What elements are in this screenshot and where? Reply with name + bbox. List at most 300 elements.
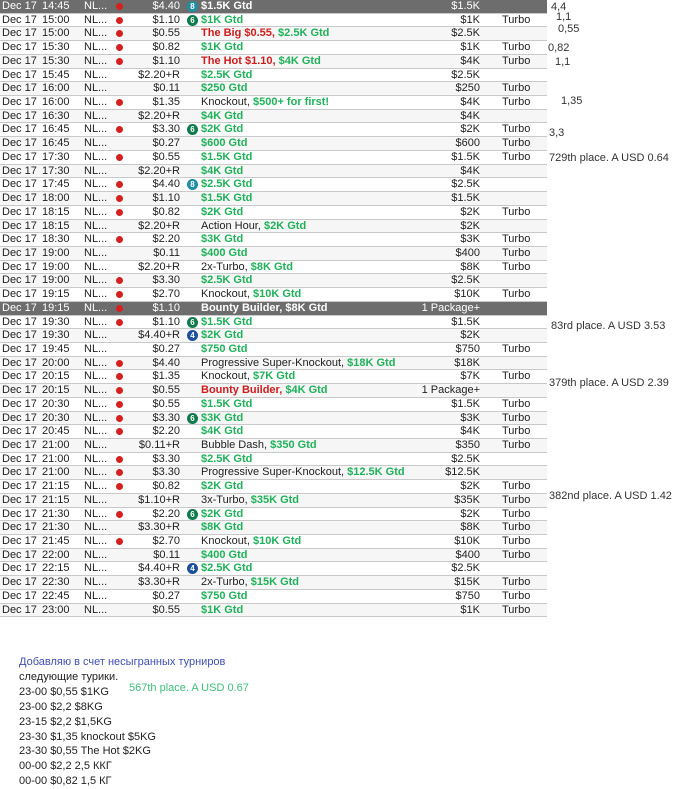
row-time: 19:30 [42,315,70,328]
registered-dot-icon [116,428,123,435]
tournament-row[interactable] [0,192,547,206]
tournament-row[interactable] [0,453,547,467]
row-name[interactable] [201,165,243,178]
name-guarantee: $1.5K Gtd [201,315,253,328]
row-name[interactable] [201,192,252,205]
row-date: Dec 17 [2,425,37,438]
name-guarantee: $2.5K Gtd [201,274,253,287]
name-text: Knockout, [201,288,250,301]
name-guarantee: $35K Gtd [250,493,300,506]
row-name[interactable] [201,576,299,589]
row-buyin: $0.11 [153,246,180,259]
row-game: NL... [84,356,108,369]
name-highlight: Bounty Builder, [201,384,283,397]
row-speed: Turbo [502,576,531,589]
row-buyin: $2.20+R [138,68,180,81]
row-name[interactable] [201,384,328,397]
registered-dot-icon [116,17,123,24]
row-buyin: $0.27 [152,342,180,355]
row-speed: Turbo [502,288,531,301]
row-buyin: $4.40+R [138,562,180,575]
row-date: Dec 17 [2,370,37,383]
row-buyin: $0.55 [152,603,180,616]
row-name[interactable] [201,357,395,370]
name-text: Knockout, [201,370,250,383]
name-guarantee: $4K Gtd [201,164,244,177]
tournament-row[interactable] [0,521,547,535]
row-name[interactable] [201,316,252,329]
row-game: NL... [84,562,108,575]
tournament-row[interactable] [0,466,547,480]
row-time: 15:30 [42,54,70,67]
side-note: 382nd place. A USD 1.42 [549,490,672,502]
tournament-row[interactable] [0,508,547,522]
registered-dot-icon [116,456,123,463]
name-guarantee: $10K Gtd [252,288,302,301]
row-prize: $4K [460,109,480,122]
row-game: NL... [84,301,108,314]
row-buyin: $3.30 [152,452,180,465]
row-date: Dec 17 [2,521,37,534]
tournament-row[interactable] [0,137,547,151]
side-note: 83rd place. A USD 3.53 [551,320,666,332]
row-prize: $4K [460,96,480,109]
row-buyin: $3.30+R [138,576,180,589]
row-game: NL... [84,589,108,602]
row-name[interactable] [201,508,243,521]
row-name[interactable] [201,233,243,246]
row-prize: $1K [460,41,480,54]
name-text: Knockout, [201,96,250,109]
row-speed: Turbo [502,507,531,520]
row-buyin: $1.10 [152,54,180,67]
side-note: 379th place. A USD 2.39 [549,377,669,389]
row-date: Dec 17 [2,219,37,232]
tournament-row[interactable] [0,535,547,549]
row-speed: Turbo [502,13,531,26]
table-size-badge-icon: 6 [187,509,198,520]
registered-dot-icon [116,373,123,380]
row-name[interactable] [201,343,247,356]
row-date: Dec 17 [2,342,37,355]
row-time: 15:00 [42,13,70,26]
row-time: 14:45 [42,0,70,12]
tournament-row[interactable] [0,110,547,124]
row-prize: $18K [454,356,480,369]
registered-dot-icon [116,44,123,51]
registered-dot-icon [116,319,123,326]
registered-dot-icon [116,415,123,422]
name-guarantee: $2K Gtd [201,329,244,342]
tournament-row[interactable] [0,494,547,508]
name-text: Bounty Builder, $8K Gtd [201,301,328,314]
row-name[interactable] [201,521,243,534]
row-game: NL... [84,68,108,81]
row-date: Dec 17 [2,411,37,424]
row-prize: $2K [460,205,480,218]
side-note: 1,1 [555,56,571,68]
table-size-badge-icon: 6 [187,317,198,328]
row-buyin: $0.55 [152,27,180,40]
row-buyin: $0.82 [152,480,180,493]
row-buyin: $2.20 [152,233,180,246]
bottom-item: 23-00 $2,2 $8KG [19,700,103,713]
row-buyin: $0.55 [152,150,180,163]
row-time: 21:00 [42,466,70,479]
row-speed: Turbo [502,397,531,410]
row-game: NL... [84,27,108,40]
registered-dot-icon [116,3,123,10]
row-prize: $10K [454,288,480,301]
name-guarantee: $500+ for first! [252,96,330,109]
name-guarantee: $4K Gtd [285,384,328,397]
row-prize: $400 [455,246,480,259]
row-buyin: $0.27 [152,137,180,150]
row-speed: Turbo [502,411,531,424]
tournament-row[interactable] [0,412,547,426]
row-date: Dec 17 [2,288,37,301]
row-date: Dec 17 [2,205,37,218]
row-buyin: $2.20 [152,507,180,520]
row-prize: $1K [460,13,480,26]
row-game: NL... [84,411,108,424]
registered-dot-icon [116,511,123,518]
row-prize: $2K [460,329,480,342]
row-date: Dec 17 [2,123,37,136]
row-game: NL... [84,150,108,163]
row-prize: $3K [460,411,480,424]
row-game: NL... [84,219,108,232]
row-date: Dec 17 [2,384,37,397]
name-guarantee: $2K Gtd [263,219,307,232]
tournament-row[interactable] [0,288,547,302]
row-prize: $1.5K [451,150,480,163]
row-prize: $2.5K [451,452,480,465]
row-prize: $10K [454,535,480,548]
tournament-row[interactable] [0,261,547,275]
row-speed: Turbo [502,246,531,259]
row-name[interactable] [201,247,247,260]
row-prize: $4K [460,54,480,67]
row-date: Dec 17 [2,54,37,67]
row-name[interactable] [201,453,252,466]
name-guarantee: $15K Gtd [250,576,300,589]
row-name[interactable] [201,549,247,562]
row-prize: $8K [460,521,480,534]
row-buyin: $4.40 [152,0,180,12]
row-date: Dec 17 [2,13,37,26]
row-name[interactable] [201,27,329,40]
row-speed: Turbo [502,342,531,355]
row-name[interactable] [201,412,243,425]
tournament-row[interactable] [0,480,547,494]
bottom-item: 23-30 $0,55 The Hot $2KG [19,745,151,758]
tournament-row[interactable] [0,549,547,563]
row-buyin: $4.40 [152,178,180,191]
tournament-row[interactable] [0,206,547,220]
tournament-row[interactable] [0,576,547,590]
row-name[interactable] [201,604,243,617]
bottom-item: 23-15 $2,2 $1,5KG [19,715,112,728]
registered-dot-icon [116,387,123,394]
row-name[interactable] [201,562,252,575]
row-buyin: $1.10 [152,315,180,328]
tournament-row[interactable] [0,96,547,110]
name-highlight: The Big $0.55, [201,27,275,40]
row-game: NL... [84,260,108,273]
name-guarantee: $12.5K Gtd [347,466,405,479]
row-date: Dec 17 [2,164,37,177]
row-game: NL... [84,507,108,520]
row-prize: $600 [455,137,480,150]
row-date: Dec 17 [2,576,37,589]
registered-dot-icon [116,360,123,367]
tournament-row[interactable] [0,302,547,316]
name-guarantee: $2.5K Gtd [201,452,253,465]
row-date: Dec 17 [2,96,37,109]
row-buyin: $1.10+R [138,493,180,506]
name-guarantee: $1.5K Gtd [201,0,253,12]
row-game: NL... [84,342,108,355]
row-name[interactable] [201,288,301,301]
row-buyin: $0.82 [152,205,180,218]
row-name[interactable] [201,261,293,274]
row-name[interactable] [201,220,306,233]
name-guarantee: $2K Gtd [201,205,244,218]
row-name[interactable] [201,535,301,548]
row-name[interactable] [201,466,405,479]
row-buyin: $1.35 [152,96,180,109]
row-prize: $4K [460,425,480,438]
row-name[interactable] [201,590,247,603]
tournament-row[interactable] [0,165,547,179]
tournament-row[interactable] [0,384,547,398]
row-time: 20:30 [42,397,70,410]
table-size-badge-icon: 8 [187,179,198,190]
row-time: 21:15 [42,480,70,493]
row-name[interactable] [201,178,252,191]
row-date: Dec 17 [2,329,37,342]
row-name[interactable] [201,69,252,82]
row-time: 22:00 [42,548,70,561]
bottom-item: 23-30 $1,35 knockout $5KG [19,730,156,743]
side-note: 3,3 [549,127,565,139]
registered-dot-icon [116,99,123,106]
row-name[interactable] [201,55,321,68]
row-name[interactable] [201,398,252,411]
row-buyin: $0.11 [153,548,180,561]
tournament-row[interactable] [0,590,547,604]
row-buyin: $0.55 [152,384,180,397]
name-guarantee: $8K Gtd [250,260,293,273]
row-date: Dec 17 [2,466,37,479]
row-buyin: $3.30 [152,123,180,136]
row-name[interactable] [201,82,247,95]
row-time: 21:15 [42,493,70,506]
row-date: Dec 17 [2,301,37,314]
row-game: NL... [84,54,108,67]
row-prize: $35K [454,493,480,506]
row-buyin: $1.10 [152,192,180,205]
row-time: 19:15 [42,301,70,314]
row-name[interactable] [201,480,243,493]
name-guarantee: $2K Gtd [201,507,244,520]
row-game: NL... [84,192,108,205]
row-date: Dec 17 [2,246,37,259]
row-time: 18:30 [42,233,70,246]
row-date: Dec 17 [2,356,37,369]
row-prize: $4K [460,164,480,177]
row-name[interactable] [201,110,243,123]
row-date: Dec 17 [2,82,37,95]
row-name[interactable] [201,494,299,507]
row-name[interactable] [201,14,243,27]
row-time: 15:45 [42,68,70,81]
tournament-row[interactable] [0,151,547,165]
row-game: NL... [84,466,108,479]
row-name[interactable] [201,137,247,150]
bottom-subheading: следующие турики. [19,670,119,683]
row-buyin: $2.20+R [138,260,180,273]
row-speed: Turbo [502,233,531,246]
row-date: Dec 17 [2,452,37,465]
registered-dot-icon [116,195,123,202]
tournament-row[interactable] [0,316,547,330]
row-prize: $2K [460,480,480,493]
row-prize: $2.5K [451,178,480,191]
row-prize: $750 [455,342,480,355]
registered-dot-icon [116,401,123,408]
tournament-row[interactable] [0,439,547,453]
tournament-row[interactable] [0,123,547,137]
table-size-badge-icon: 6 [187,413,198,424]
tournament-row[interactable] [0,357,547,371]
row-time: 22:15 [42,562,70,575]
row-name[interactable] [201,151,252,164]
row-buyin: $3.30 [152,274,180,287]
name-guarantee: $2.5K Gtd [201,178,253,191]
tournament-row[interactable] [0,274,547,288]
row-time: 19:00 [42,260,70,273]
row-speed: Turbo [502,521,531,534]
name-guarantee: $2K Gtd [201,480,244,493]
tournament-row[interactable] [0,220,547,234]
tournament-row[interactable] [0,82,547,96]
tournament-row[interactable] [0,55,547,69]
row-name[interactable] [201,439,317,452]
table-size-badge-icon: 4 [187,330,198,341]
row-buyin: $4.40+R [138,329,180,342]
name-guarantee: $1.5K Gtd [201,150,253,163]
name-guarantee: $2K Gtd [201,123,244,136]
row-date: Dec 17 [2,150,37,163]
name-text: Progressive Super-Knockout, [201,356,345,369]
registered-dot-icon [116,236,123,243]
tournament-row[interactable] [0,425,547,439]
tournament-row[interactable] [0,343,547,357]
row-date: Dec 17 [2,535,37,548]
row-name[interactable] [201,41,243,54]
row-prize: $2K [460,123,480,136]
row-date: Dec 17 [2,178,37,191]
bottom-items [19,685,225,789]
row-game: NL... [84,480,108,493]
tournament-row[interactable] [0,329,547,343]
side-note: 1,35 [561,95,583,107]
row-name[interactable] [201,370,295,383]
row-buyin: $3.30 [152,411,180,424]
row-name[interactable] [201,302,328,315]
row-date: Dec 17 [2,548,37,561]
row-game: NL... [84,493,108,506]
tournament-row[interactable] [0,178,547,192]
registered-dot-icon [116,469,123,476]
tournament-row[interactable] [0,14,547,28]
name-guarantee: $1K Gtd [201,603,244,616]
tournament-row[interactable] [0,233,547,247]
tournament-row[interactable] [0,604,547,618]
name-text: Bubble Dash, [201,439,268,451]
tournament-row[interactable] [0,247,547,261]
registered-dot-icon [116,483,123,490]
tournament-row[interactable] [0,69,547,83]
row-name[interactable] [201,96,329,109]
row-buyin: $0.11+R [138,439,180,451]
row-time: 22:30 [42,576,70,589]
row-time: 21:00 [42,439,70,451]
row-prize: $350 [455,439,480,451]
tournament-row[interactable] [0,370,547,384]
row-game: NL... [84,13,108,26]
row-date: Dec 17 [2,233,37,246]
tournament-row[interactable] [0,562,547,576]
row-date: Dec 17 [2,397,37,410]
registered-dot-icon [116,209,123,216]
row-game: NL... [84,329,108,342]
row-name[interactable] [201,274,252,287]
name-text: Progressive Super-Knockout, [201,466,345,479]
row-name[interactable] [201,329,243,342]
tournament-row[interactable] [0,398,547,412]
row-buyin: $1.10 [152,301,180,314]
row-buyin: $4.40 [152,356,180,369]
row-prize: 1 Package+ [421,301,480,314]
row-date: Dec 17 [2,480,37,493]
tournament-row[interactable] [0,41,547,55]
row-name[interactable] [201,0,252,13]
row-name[interactable] [201,425,243,438]
row-time: 20:45 [42,425,70,438]
row-game: NL... [84,288,108,301]
name-guarantee: $250 Gtd [201,82,248,95]
name-text: Action Hour, [201,219,261,232]
row-name[interactable] [201,123,243,136]
row-game: NL... [84,439,108,451]
name-guarantee: $2.5K Gtd [278,27,330,40]
row-prize: $15K [454,576,480,589]
row-name[interactable] [201,206,243,219]
tournament-row[interactable] [0,27,547,41]
tournament-row[interactable] [0,0,547,14]
row-prize: 1 Package+ [421,384,480,397]
side-note: 1,1 [556,11,572,23]
row-speed: Turbo [502,493,531,506]
row-time: 18:00 [42,192,70,205]
row-date: Dec 17 [2,603,37,616]
row-date: Dec 17 [2,315,37,328]
row-time: 17:45 [42,178,70,191]
name-text: Knockout, [201,535,250,548]
